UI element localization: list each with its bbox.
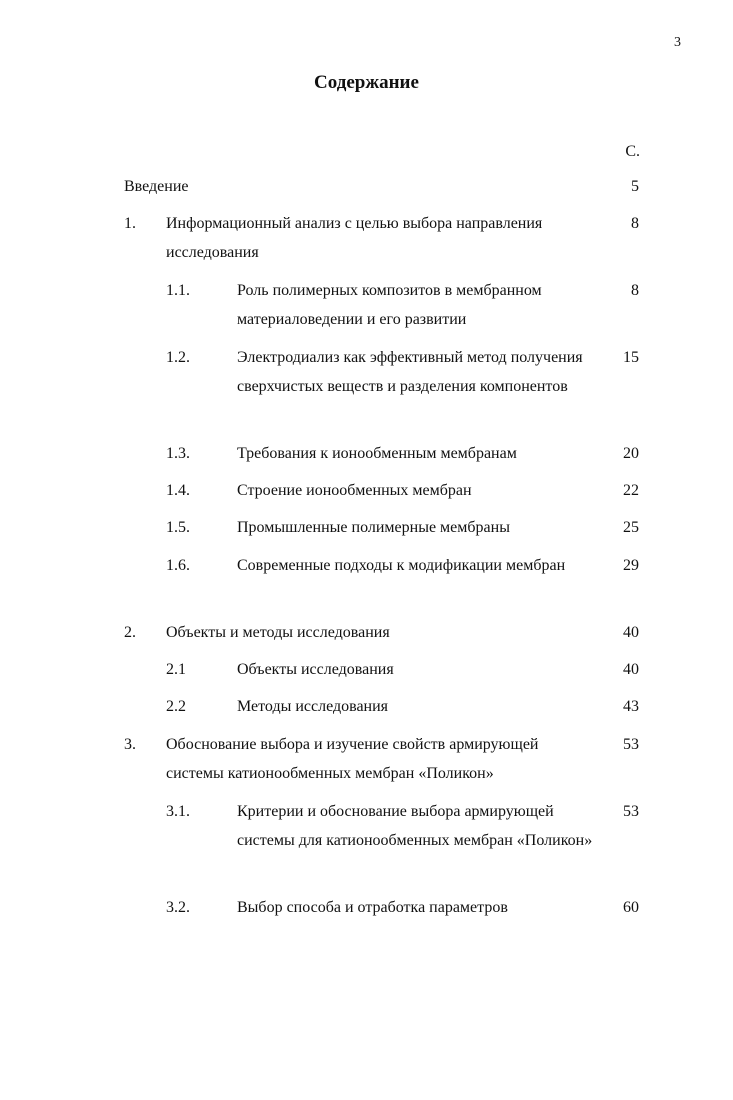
- toc-entry-number: 1.6.: [166, 557, 190, 574]
- toc-entry-number: 3.2.: [166, 899, 190, 916]
- toc-entry-number: 2.1: [166, 661, 186, 678]
- toc-entry-text: Объекты и методы исследования: [166, 624, 390, 641]
- toc-entry-page: 5: [631, 178, 639, 195]
- toc-entry-page: 40: [623, 661, 639, 678]
- toc-entry-number: 2.: [124, 624, 136, 641]
- toc-entry-number: 1.2.: [166, 349, 190, 366]
- toc-entry-page: 60: [623, 899, 639, 916]
- toc-entry-text: Обоснование выбора и изучение свойств армирующей системы катионообменных мембран «Поликон»: [166, 736, 539, 782]
- toc-entry-page: 22: [623, 482, 639, 499]
- toc-entry-number: 1.4.: [166, 482, 190, 499]
- toc-entry-number: 1.1.: [166, 282, 190, 299]
- toc-entry-text: Современные подходы к модификации мембран: [237, 557, 566, 574]
- toc-entry-text: Требования к ионообменным мембранам: [237, 445, 517, 462]
- toc-entry-text: Введение: [124, 178, 189, 195]
- toc-entry-text: Объекты исследования: [237, 661, 394, 678]
- toc-entry-text: Информационный анализ с целью выбора направления исследования: [166, 215, 543, 261]
- toc-entry-number: 3.1.: [166, 803, 190, 820]
- toc-entry-number: 3.: [124, 736, 136, 753]
- toc-entry-number: 2.2: [166, 698, 186, 715]
- toc-entry-text: Промышленные полимерные мембраны: [237, 519, 510, 536]
- toc-entry-page: 53: [623, 803, 639, 820]
- toc-entry-page: 8: [631, 282, 639, 299]
- toc-entry-page: 20: [623, 445, 639, 462]
- toc-entry-page: 40: [623, 624, 639, 641]
- toc-entry-number: 1.5.: [166, 519, 190, 536]
- toc-entry-page: 8: [631, 215, 639, 232]
- toc-entry-page: 25: [623, 519, 639, 536]
- toc-entry-text: Строение ионообменных мембран: [237, 482, 472, 499]
- toc-entry-page: 15: [623, 349, 639, 366]
- toc-entry-page: 29: [623, 557, 639, 574]
- page-title: Содержание: [314, 72, 419, 93]
- toc-entry-text: Роль полимерных композитов в мембранном материаловедении и его развитии: [237, 282, 542, 328]
- toc-entry-number: 1.3.: [166, 445, 190, 462]
- toc-entry-text: Критерии и обоснование выбора армирующей системы для катионообменных мембран «Поликон»: [237, 803, 593, 849]
- toc-entry-text: Методы исследования: [237, 698, 389, 715]
- toc-entry-text: Электродиализ как эффективный метод получения сверхчистых веществ и разделения компонентов: [237, 349, 583, 395]
- page-column-label: С.: [625, 143, 640, 160]
- toc-entry-page: 53: [623, 736, 639, 753]
- toc-entry-number: 1.: [124, 215, 136, 232]
- toc-entry-page: 43: [623, 698, 639, 715]
- toc-entry-text: Выбор способа и отработка параметров: [237, 899, 508, 916]
- page-number: 3: [674, 35, 681, 50]
